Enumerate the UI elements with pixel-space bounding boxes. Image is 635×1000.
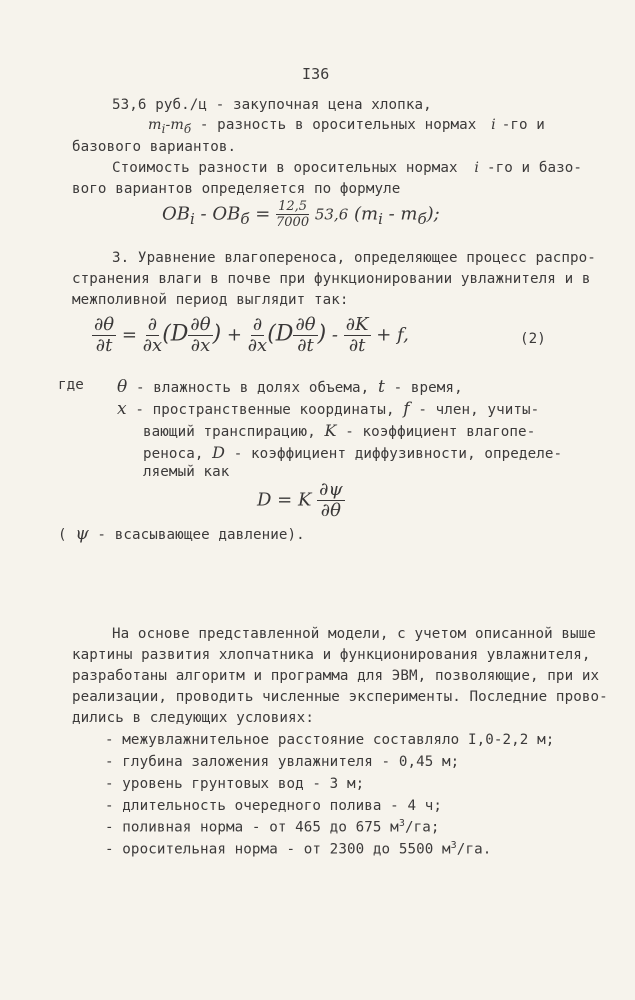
math-symbol: K bbox=[324, 421, 337, 440]
math-symbol: OB bbox=[162, 203, 190, 225]
math-symbol: x bbox=[117, 399, 127, 419]
math-subscript: б bbox=[183, 121, 192, 136]
text-line: картины развития хлопчатника и функционирования увлажнителя, bbox=[72, 647, 591, 663]
text-span: - оросительная норма - от 2300 до 5500 м bbox=[105, 841, 451, 858]
math-symbol: = bbox=[121, 324, 137, 346]
equation-number: (2) bbox=[520, 331, 546, 347]
text-line bbox=[117, 377, 463, 397]
math-symbol: ψ bbox=[75, 524, 89, 544]
fraction-numerator: ∂ψ bbox=[319, 479, 343, 500]
text-line: реализации, проводить численные эксперименты. Последние прово- bbox=[72, 689, 608, 705]
math-subscript: б bbox=[240, 210, 250, 229]
fraction bbox=[276, 200, 309, 229]
math-symbol: - bbox=[331, 324, 339, 346]
fraction bbox=[248, 316, 267, 355]
text-span: - время, bbox=[393, 380, 463, 396]
text-span: - коэффициент диффузивности, определе- bbox=[233, 446, 563, 462]
math-symbol: f bbox=[403, 399, 410, 419]
text-span: - пространственные координаты, bbox=[135, 402, 395, 418]
fraction-denominator: ∂t bbox=[95, 335, 113, 356]
text-line: 3. Уравнение влагопереноса, определяющее процесс распро- bbox=[112, 250, 596, 266]
math-symbol: i bbox=[491, 117, 496, 133]
fraction-numerator: ∂θ bbox=[295, 314, 316, 335]
text-line: 53,6 руб./ц - закупочная цена хлопка, bbox=[112, 97, 432, 113]
math-symbol: + bbox=[226, 324, 242, 346]
fraction bbox=[293, 316, 317, 355]
math-symbol: (m bbox=[353, 203, 379, 225]
math-subscript: i bbox=[378, 210, 383, 229]
math-symbol: ) bbox=[212, 321, 222, 347]
text-span: -го и bbox=[501, 117, 545, 133]
text-span: вающий транспирацию, bbox=[143, 424, 316, 440]
superscript: 3 bbox=[398, 818, 405, 829]
text-line bbox=[148, 117, 545, 136]
list-item bbox=[105, 840, 491, 858]
text-line: дились в следующих условиях: bbox=[72, 710, 314, 726]
formula-moisture-transfer bbox=[92, 316, 409, 355]
fraction-denominator: ∂t bbox=[348, 335, 366, 356]
math-subscript: б bbox=[417, 210, 427, 229]
fraction bbox=[344, 316, 371, 355]
list-item: - межувлажнительное расстояние составляло I,0-2,2 м; bbox=[105, 732, 555, 748]
math-symbol: θ bbox=[117, 377, 128, 397]
text-line bbox=[143, 443, 562, 462]
fraction-denominator: ∂θ bbox=[320, 500, 341, 521]
math-symbol: i bbox=[474, 160, 479, 176]
fraction-numerator: ∂θ bbox=[190, 314, 211, 335]
text-span: реноса, bbox=[143, 446, 204, 462]
fraction-denominator: ∂x bbox=[190, 335, 211, 356]
text-line bbox=[143, 421, 535, 440]
math-symbol: = bbox=[249, 203, 271, 225]
fraction-denominator: ∂t bbox=[297, 335, 314, 356]
math-symbol: -m bbox=[165, 117, 184, 133]
text-line: где bbox=[58, 377, 84, 393]
list-item bbox=[105, 818, 440, 836]
math-coefficient: 53,6 bbox=[314, 205, 349, 224]
fraction-denominator: 7000 bbox=[276, 215, 310, 230]
text-span: /га. bbox=[456, 841, 492, 858]
math-symbol: ) bbox=[317, 321, 327, 347]
math-symbol: D = K bbox=[257, 489, 312, 511]
text-span: - разность в оросительных нормах bbox=[199, 117, 477, 133]
math-subscript: i bbox=[189, 210, 195, 229]
fraction-numerator: 12,5 bbox=[278, 199, 308, 214]
text-span: - всасывающее давление). bbox=[97, 527, 305, 543]
text-span: - член, учиты- bbox=[418, 402, 540, 418]
text-line: На основе представленной модели, с учетом описанной выше bbox=[112, 626, 596, 642]
list-item: - длительность очередного полива - 4 ч; bbox=[105, 798, 443, 814]
text-line bbox=[112, 160, 582, 176]
fraction-numerator: ∂ bbox=[252, 314, 263, 335]
math-symbol: - m bbox=[382, 203, 418, 225]
text-span: - влажность в долях объема, bbox=[136, 380, 370, 396]
list-item: - глубина заложения увлажнителя - 0,45 м; bbox=[105, 754, 460, 770]
text-line: странения влаги в почве при функционировании увлажнителя и в bbox=[72, 271, 591, 287]
fraction-denominator: ∂x bbox=[142, 335, 163, 356]
text-span: /га; bbox=[404, 819, 440, 836]
page-number: I36 bbox=[302, 65, 330, 83]
formula-cost bbox=[162, 200, 440, 229]
superscript: 3 bbox=[450, 840, 457, 851]
math-symbol: ); bbox=[426, 203, 440, 225]
math-symbol: m bbox=[148, 117, 162, 133]
math-symbol: - OB bbox=[194, 203, 241, 225]
fraction bbox=[92, 316, 116, 355]
text-span: ( bbox=[58, 527, 67, 543]
list-item: - уровень грунтовых вод - 3 м; bbox=[105, 776, 365, 792]
math-symbol: (D bbox=[162, 321, 189, 347]
text-line: ляемый как bbox=[143, 464, 230, 480]
text-line: вого вариантов определяется по формуле bbox=[72, 181, 401, 197]
text-line: базового вариантов. bbox=[72, 139, 237, 155]
fraction bbox=[188, 316, 212, 355]
fraction-numerator: ∂θ bbox=[94, 314, 115, 335]
math-symbol: (D bbox=[267, 321, 294, 347]
math-symbol: t bbox=[377, 377, 385, 397]
math-subscript: i bbox=[161, 121, 166, 136]
text-line bbox=[58, 524, 305, 544]
text-line: разработаны алгоритм и программа для ЭВМ, позволяющие, при их bbox=[72, 668, 600, 684]
text-span: Стоимость разности в оросительных нормах bbox=[112, 160, 458, 176]
fraction bbox=[317, 481, 344, 520]
fraction-numerator: ∂K bbox=[345, 314, 369, 335]
text-line bbox=[117, 399, 539, 419]
math-symbol: D bbox=[212, 443, 226, 462]
formula-diffusivity bbox=[257, 481, 345, 520]
text-span: - коэффициент влагопе- bbox=[345, 424, 536, 440]
fraction bbox=[143, 316, 162, 355]
math-symbol: + f, bbox=[376, 324, 409, 346]
text-line: межполивной период выглядит так: bbox=[72, 292, 349, 308]
fraction-numerator: ∂ bbox=[147, 314, 158, 335]
text-span: -го и базо- bbox=[486, 160, 583, 176]
fraction-denominator: ∂x bbox=[247, 335, 268, 356]
text-span: - поливная норма - от 465 до 675 м bbox=[105, 819, 399, 836]
